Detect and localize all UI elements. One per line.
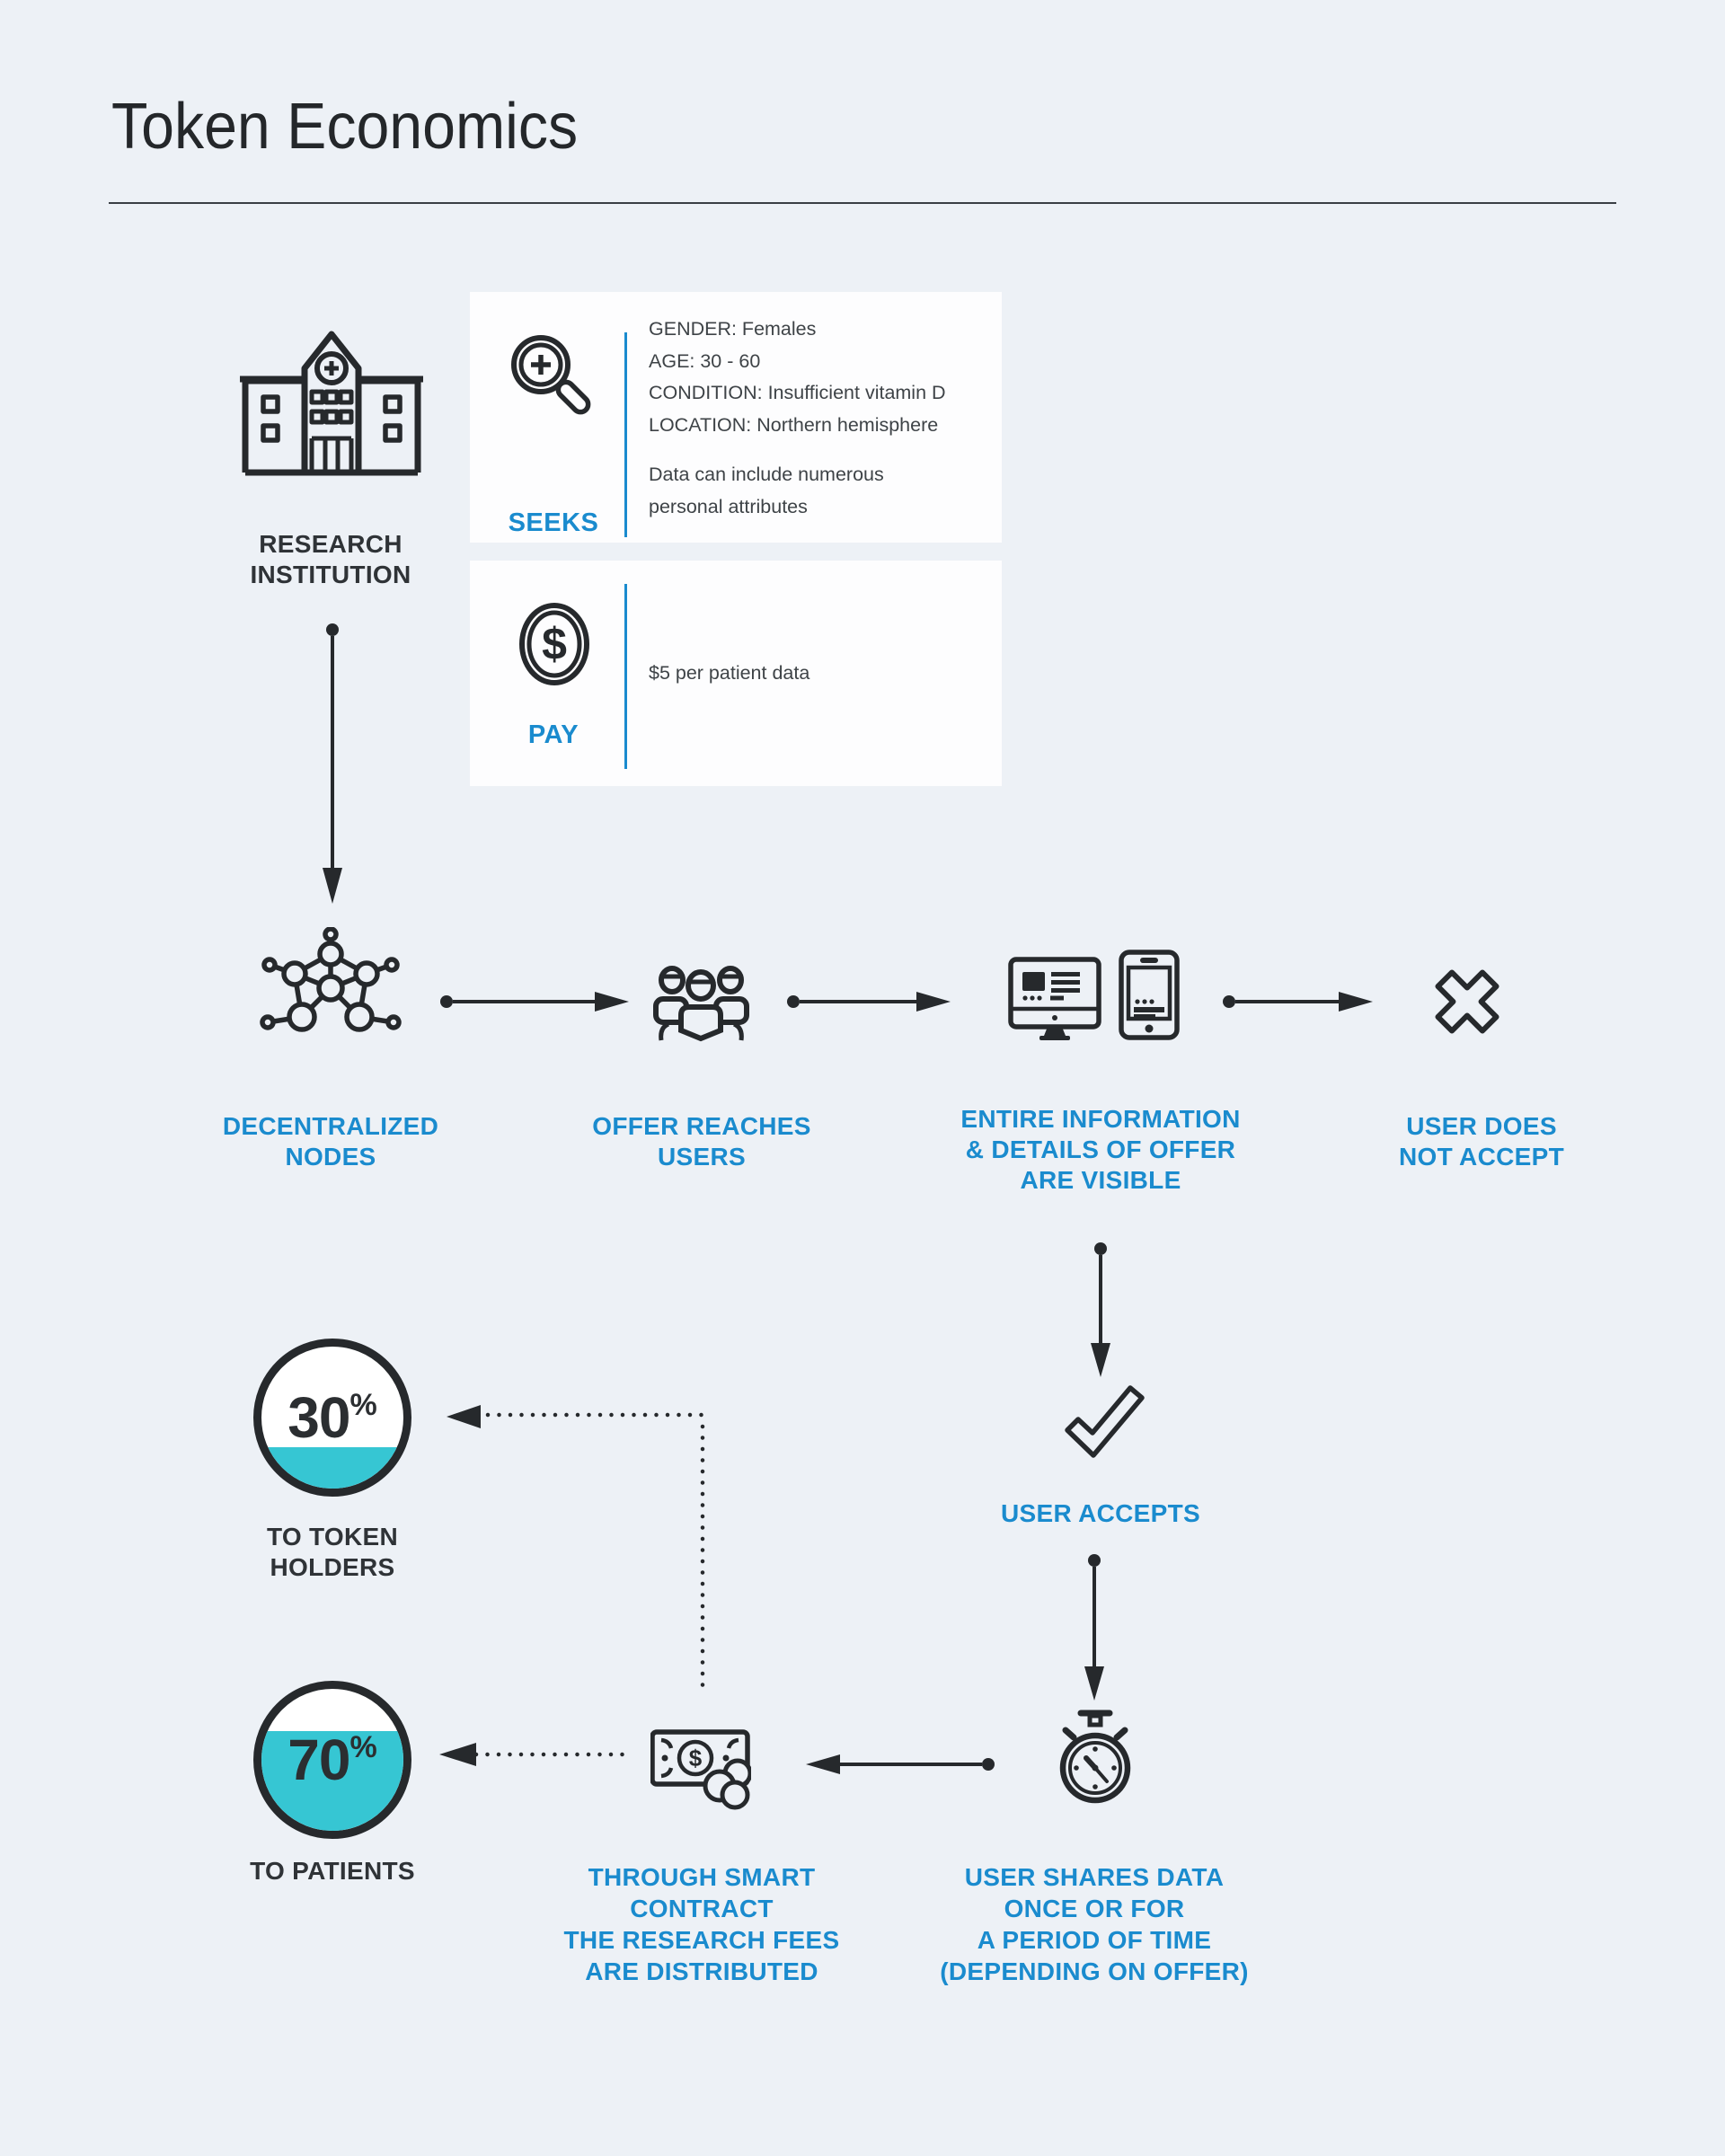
seeks-heading: SEEKS xyxy=(508,508,599,537)
user-shares-data-label xyxy=(915,1861,1274,1987)
label-line: THROUGH SMART xyxy=(588,1863,816,1891)
label-line: TO PATIENTS xyxy=(250,1857,415,1885)
arrow-info-to-accept xyxy=(1091,1242,1110,1377)
network-nodes-icon xyxy=(259,927,402,1042)
note-line: Data can include numerous xyxy=(649,464,884,485)
x-cross-icon xyxy=(1427,961,1508,1042)
dotted-arrow-to-patients xyxy=(439,1743,624,1766)
label-line: NOT ACCEPT xyxy=(1399,1143,1564,1171)
banknote-coins-icon xyxy=(650,1721,751,1811)
entire-information-label xyxy=(921,1104,1280,1196)
criteria-line: LOCATION: Northern hemisphere xyxy=(649,413,939,436)
pay-divider xyxy=(624,584,627,769)
label-line: ARE DISTRIBUTED xyxy=(585,1957,818,1985)
user-accepts-label xyxy=(943,1498,1258,1529)
page-title: Token Economics xyxy=(111,91,579,163)
criteria-line: GENDER: Females xyxy=(649,318,817,340)
criteria-line: CONDITION: Insufficient vitamin D xyxy=(649,382,946,403)
arrow-institution-to-nodes xyxy=(323,623,342,904)
label-line: (DEPENDING ON OFFER) xyxy=(940,1957,1249,1985)
dotted-arrow-to-token-holders xyxy=(447,1405,703,1692)
label-line: USER ACCEPTS xyxy=(1001,1499,1200,1527)
label-line: A PERIOD OF TIME xyxy=(977,1926,1212,1954)
seeks-card xyxy=(470,292,1002,543)
label-line: ENTIRE INFORMATION xyxy=(960,1105,1241,1133)
arrow-devices-to-reject xyxy=(1223,992,1373,1012)
seeks-criteria xyxy=(649,314,990,441)
label-line: USER DOES xyxy=(1406,1112,1557,1140)
token-holders-share-gauge xyxy=(253,1339,411,1497)
magnifier-plus-icon xyxy=(500,329,603,432)
arrow-users-to-devices xyxy=(787,992,951,1012)
percent-value: 70 % xyxy=(288,1727,377,1792)
decentralized-nodes-label xyxy=(173,1111,488,1172)
label-line: NODES xyxy=(285,1143,376,1171)
smart-contract-label xyxy=(522,1861,881,1987)
label-line: CONTRACT xyxy=(630,1895,774,1922)
label-line: USER SHARES DATA xyxy=(964,1863,1225,1891)
label-line: DECENTRALIZED xyxy=(222,1112,439,1140)
arrow-share-to-contract xyxy=(806,1754,995,1774)
criteria-line: AGE: 30 - 60 xyxy=(649,349,761,372)
seeks-note xyxy=(649,459,990,523)
seeks-divider xyxy=(624,332,627,537)
label-line: TO TOKEN xyxy=(266,1523,399,1551)
user-does-not-accept-label xyxy=(1324,1111,1639,1172)
arrow-accept-to-share xyxy=(1084,1554,1104,1701)
stopwatch-icon xyxy=(1053,1709,1138,1809)
percent-value: 30 % xyxy=(288,1385,377,1450)
pay-detail: $5 per patient data xyxy=(649,662,810,684)
label-line: RESEARCH xyxy=(259,530,402,558)
label-line: & DETAILS OF OFFER xyxy=(965,1135,1236,1163)
computer-phone-icon xyxy=(1008,950,1181,1045)
offer-reaches-users-label xyxy=(544,1111,859,1172)
checkmark-icon xyxy=(1058,1383,1148,1460)
note-line: personal attributes xyxy=(649,495,808,517)
svg-text:$: $ xyxy=(688,1745,703,1772)
svg-text:$: $ xyxy=(542,619,567,669)
label-line: ARE VISIBLE xyxy=(1020,1166,1181,1194)
label-line: USERS xyxy=(658,1143,746,1171)
label-line: THE RESEARCH FEES xyxy=(563,1926,840,1954)
label-line: ONCE OR FOR xyxy=(1004,1895,1185,1922)
pay-card xyxy=(470,561,1002,786)
label-line: HOLDERS xyxy=(270,1553,395,1581)
pay-heading: PAY xyxy=(527,720,579,749)
users-group-icon xyxy=(652,959,751,1045)
hospital-building-icon xyxy=(236,322,427,476)
to-token-holders-label xyxy=(198,1522,467,1583)
arrow-nodes-to-users xyxy=(440,992,629,1012)
label-line: INSTITUTION xyxy=(250,561,411,588)
label-line: OFFER REACHES xyxy=(592,1112,811,1140)
patients-share-gauge xyxy=(253,1681,411,1839)
to-patients-label xyxy=(198,1856,467,1886)
dollar-coin-icon xyxy=(517,600,592,688)
research-institution-label xyxy=(196,529,465,590)
